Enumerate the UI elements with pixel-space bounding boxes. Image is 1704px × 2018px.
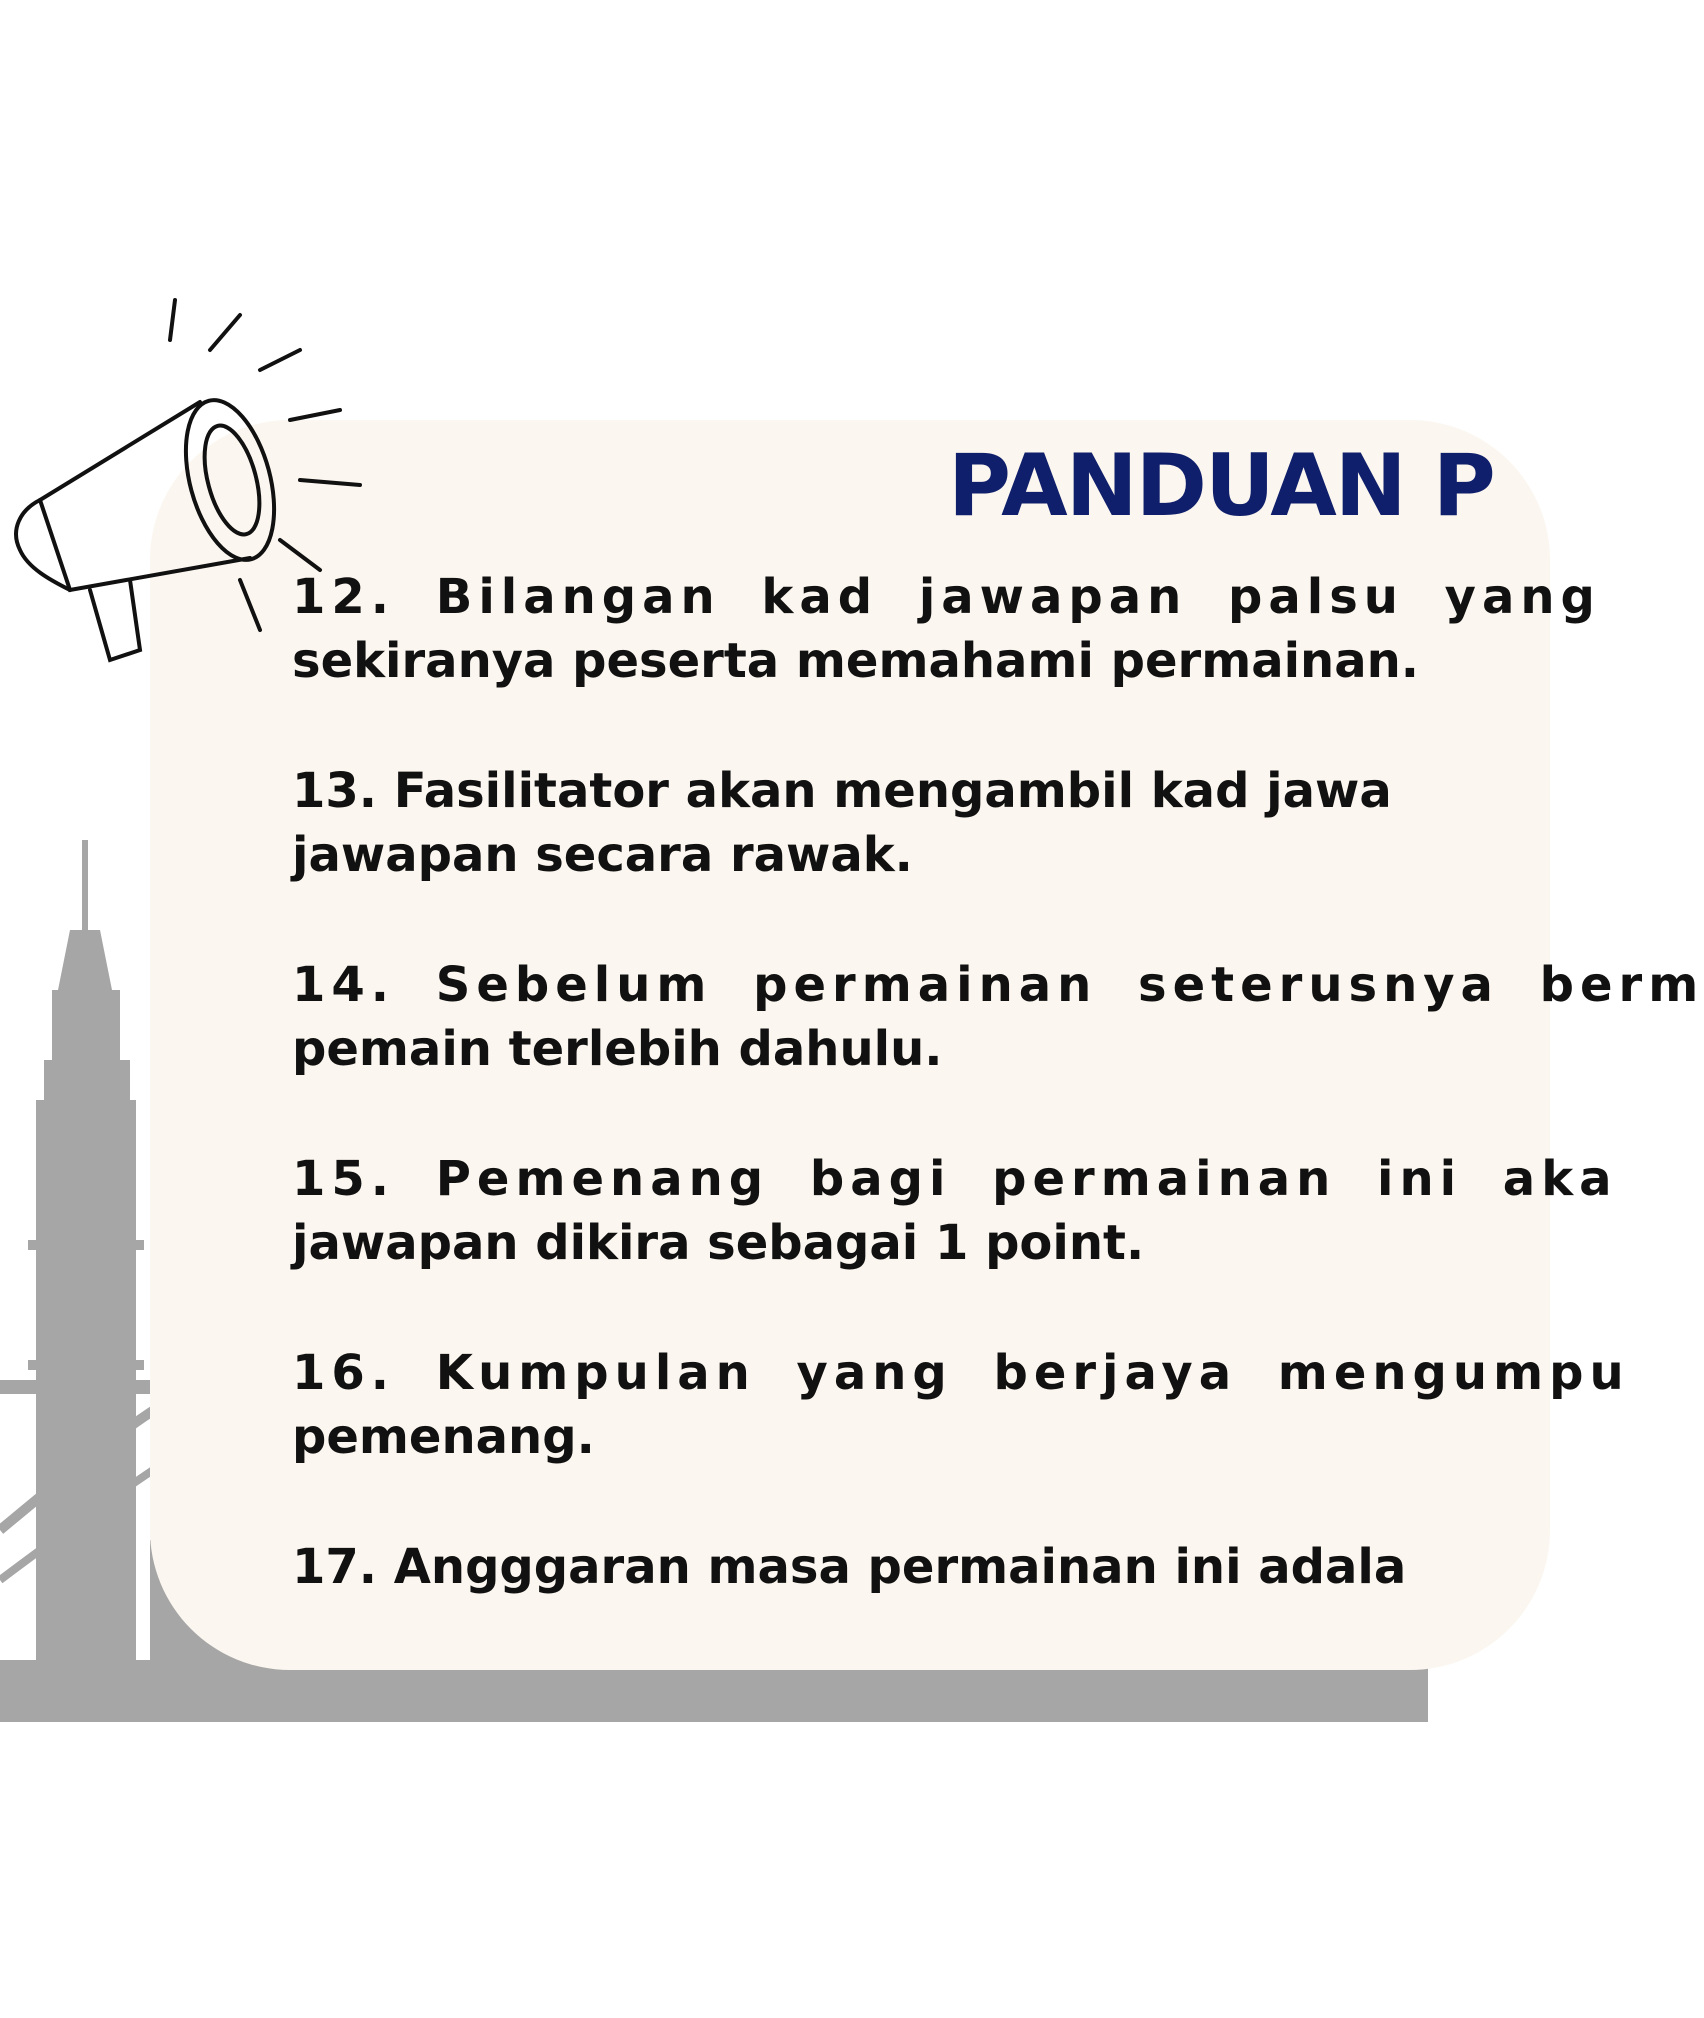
item-line: jawapan secara rawak. xyxy=(292,827,913,883)
guideline-list xyxy=(292,565,1704,1665)
item-line: pemain terlebih dahulu. xyxy=(292,1021,943,1077)
item-line: 13. Fasilitator akan mengambil kad jawa xyxy=(292,763,1392,819)
list-item xyxy=(292,1535,1592,1599)
item-line: pemenang. xyxy=(292,1409,595,1465)
item-line: 16. Kumpulan yang berjaya mengumpu xyxy=(292,1345,1630,1401)
list-item xyxy=(292,1147,1618,1275)
list-item xyxy=(292,1341,1630,1469)
list-item xyxy=(292,953,1704,1081)
item-line: sekiranya peserta memahami permainan. xyxy=(292,633,1420,689)
item-line: jawapan dikira sebagai 1 point. xyxy=(292,1215,1145,1271)
page-title: PANDUAN P xyxy=(948,436,1494,536)
list-item xyxy=(292,565,1601,693)
item-line: 15. Pemenang bagi permainan ini aka xyxy=(292,1151,1618,1207)
item-line: 14. Sebelum permainan seterusnya berm xyxy=(292,957,1704,1013)
item-line: 17. Angggaran masa permainan ini adala xyxy=(292,1539,1407,1595)
list-item xyxy=(292,759,1592,887)
item-line: 12. Bilangan kad jawapan palsu yang xyxy=(292,569,1601,625)
